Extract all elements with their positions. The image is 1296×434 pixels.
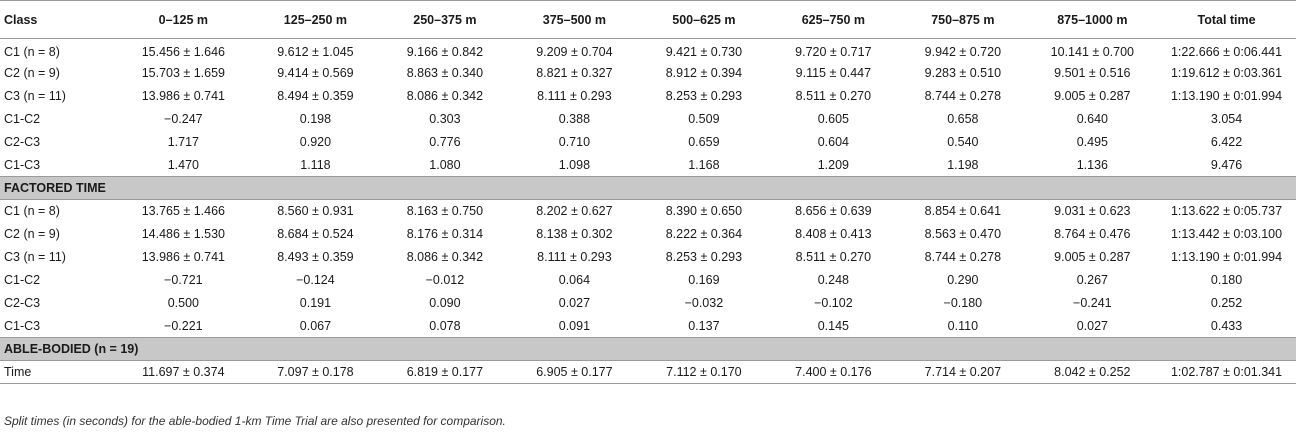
table-cell: 0.198 [299, 112, 332, 126]
table-header [0, 1, 1296, 39]
table-cell: 0.433 [1210, 318, 1243, 333]
table-cell: 9.612 ± 1.045 [277, 45, 354, 60]
table-cell: 8.563 ± 0.470 [924, 227, 1002, 241]
table-cell: 0.604 [817, 135, 849, 149]
table-cell: 0.191 [299, 296, 332, 310]
table-row [0, 269, 1296, 292]
header-375-500: 375–500 m [510, 1, 639, 39]
table-cell: 0.137 [688, 318, 720, 333]
table-caption: Split times (in seconds) for the able-bodied 1-km Time Trial are also presented for comparison. [4, 414, 506, 428]
table-cell: 1:02.787 ± 0:01.341 [1157, 361, 1296, 384]
table-cell: 0.303 [429, 112, 461, 126]
table-cell: 8.163 ± 0.750 [406, 204, 484, 219]
table-cell: 9.283 ± 0.510 [924, 66, 1002, 80]
row-label: C1-C3 [4, 318, 41, 333]
table-cell: 8.912 ± 0.394 [665, 66, 743, 80]
table-cell: 13.986 ± 0.741 [141, 250, 226, 264]
header-250-375: 250–375 m [380, 1, 509, 39]
table-cell: 9.414 ± 0.569 [277, 66, 354, 80]
table-cell: −0.221 [164, 318, 203, 333]
table-cell: 8.854 ± 0.641 [924, 204, 1002, 219]
table-cell: −0.124 [296, 273, 335, 287]
table-cell: 15.703 ± 1.659 [141, 66, 226, 80]
table-cell: 0.659 [688, 135, 720, 149]
table-row [0, 85, 1296, 108]
table-row [0, 315, 1296, 338]
table-cell: 13.986 ± 0.741 [141, 89, 226, 103]
row-label: C3 (n = 11) [4, 250, 66, 264]
table-cell: 0.388 [558, 112, 591, 126]
table-cell: 7.097 ± 0.178 [251, 361, 380, 384]
table-cell: 9.209 ± 0.704 [536, 45, 613, 60]
table-cell: 8.222 ± 0.364 [665, 227, 743, 241]
table-cell: 1.470 [167, 157, 199, 172]
table-cell: −0.032 [684, 296, 724, 310]
table-cell: 0.180 [1210, 273, 1243, 287]
table-cell: 9.421 ± 0.730 [665, 45, 743, 60]
table-cell: 1.080 [429, 157, 461, 172]
table-cell: 8.176 ± 0.314 [406, 227, 484, 241]
table-cell: 8.086 ± 0.342 [406, 89, 484, 103]
table-cell: −0.247 [164, 112, 203, 126]
table-cell: 8.511 ± 0.270 [795, 89, 872, 103]
table-cell: 8.042 ± 0.252 [1028, 361, 1157, 384]
section-able-bodied [0, 338, 1296, 361]
row-label: C1-C2 [4, 112, 41, 126]
table-cell: 1.118 [300, 157, 331, 172]
table-cell: 9.720 ± 0.717 [795, 45, 872, 60]
table-cell: 8.744 ± 0.278 [924, 250, 1002, 264]
table-cell: 0.027 [1076, 318, 1108, 333]
table-cell: 7.112 ± 0.170 [639, 361, 768, 384]
table-cell: 0.090 [429, 296, 461, 310]
row-label: C2 (n = 9) [4, 227, 60, 241]
table-cell: 8.253 ± 0.293 [665, 250, 743, 264]
row-label: C2 (n = 9) [4, 66, 60, 80]
row-label: Time [0, 361, 116, 384]
table-cell: 6.905 ± 0.177 [510, 361, 639, 384]
table-cell: 0.145 [817, 318, 849, 333]
table-row [0, 108, 1296, 131]
table-row [0, 361, 1296, 384]
table-row [0, 246, 1296, 269]
table-cell: −0.102 [814, 296, 853, 310]
table-row [0, 223, 1296, 246]
table-cell: 9.005 ± 0.287 [1054, 250, 1131, 264]
table-cell: 15.456 ± 1.646 [141, 45, 226, 60]
table-cell: 8.253 ± 0.293 [665, 89, 743, 103]
row-label: C1-C2 [4, 273, 41, 287]
table-cell: 0.169 [688, 273, 720, 287]
row-label: C1 (n = 8) [4, 45, 60, 60]
table-cell: 8.202 ± 0.627 [536, 204, 613, 219]
header-0-125: 0–125 m [116, 1, 251, 39]
table-cell: 1.717 [167, 135, 199, 149]
table-cell: 1.098 [558, 157, 591, 172]
table-cell: 8.511 ± 0.270 [795, 250, 872, 264]
table-row [0, 39, 1296, 62]
table-cell: 9.942 ± 0.720 [924, 45, 1002, 60]
table-cell: 3.054 [1210, 112, 1243, 126]
table-cell: 8.111 ± 0.293 [537, 250, 612, 264]
table-cell: 1:13.190 ± 0:01.994 [1170, 250, 1283, 264]
section-title: FACTORED TIME [0, 177, 1296, 200]
table-cell: 0.110 [947, 318, 979, 333]
table-body [0, 39, 1296, 384]
table-cell: 0.495 [1076, 135, 1108, 149]
table-cell: 9.031 ± 0.623 [1054, 204, 1131, 219]
table-cell: 0.776 [429, 135, 461, 149]
table-cell: 0.248 [817, 273, 849, 287]
table-cell: 9.115 ± 0.447 [795, 66, 872, 80]
table-cell: 1:19.612 ± 0:03.361 [1170, 66, 1283, 80]
table-cell: 0.540 [947, 135, 979, 149]
table-row [0, 200, 1296, 223]
table-cell: 0.290 [947, 273, 979, 287]
table-cell: 0.920 [299, 135, 332, 149]
row-label: C2-C3 [4, 296, 41, 310]
table-cell: 1:13.190 ± 0:01.994 [1170, 89, 1283, 103]
table-cell: 9.501 ± 0.516 [1054, 66, 1131, 80]
table-cell: 0.078 [429, 318, 461, 333]
table-row [0, 62, 1296, 85]
table-cell: 1:13.622 ± 0:05.737 [1170, 204, 1283, 219]
table-cell: 7.400 ± 0.176 [769, 361, 898, 384]
row-label: C2-C3 [4, 135, 41, 149]
table-cell: 9.005 ± 0.287 [1054, 89, 1131, 103]
table-cell: 9.476 [1210, 157, 1243, 172]
table-cell: 0.500 [167, 296, 199, 310]
header-total-time: Total time [1157, 1, 1296, 39]
header-125-250: 125–250 m [251, 1, 380, 39]
table-cell: 0.252 [1210, 296, 1243, 310]
table-cell: −0.012 [425, 273, 465, 287]
table-cell: 8.390 ± 0.650 [665, 204, 743, 219]
table-cell: 0.064 [558, 273, 591, 287]
table-cell: 13.765 ± 1.466 [141, 204, 226, 219]
table-cell: 8.494 ± 0.359 [277, 89, 354, 103]
table-cell: 0.027 [558, 296, 591, 310]
table-cell: −0.241 [1073, 296, 1112, 310]
table-cell: 0.710 [558, 135, 591, 149]
table-row [0, 292, 1296, 315]
table-cell: 9.166 ± 0.842 [406, 45, 484, 60]
table-cell: 8.111 ± 0.293 [537, 89, 612, 103]
table-row [0, 131, 1296, 154]
table-cell: 1:22.666 ± 0:06.441 [1170, 45, 1283, 60]
table-cell: 8.656 ± 0.639 [795, 204, 872, 219]
table-cell: 6.422 [1210, 135, 1243, 149]
table-cell: 0.509 [688, 112, 720, 126]
header-750-875: 750–875 m [898, 1, 1027, 39]
table-cell: 8.086 ± 0.342 [406, 250, 484, 264]
table-cell: 0.640 [1076, 112, 1108, 126]
table-cell: 6.819 ± 0.177 [380, 361, 509, 384]
table-cell: 0.605 [817, 112, 849, 126]
table-cell: 1:13.442 ± 0:03.100 [1170, 227, 1283, 241]
row-label: C1 (n = 8) [4, 204, 60, 219]
table-cell: 8.744 ± 0.278 [924, 89, 1002, 103]
table-cell: 8.764 ± 0.476 [1054, 227, 1131, 241]
table-cell: 8.138 ± 0.302 [536, 227, 613, 241]
section-title: ABLE-BODIED (n = 19) [0, 338, 1296, 361]
table-cell: 0.091 [558, 318, 591, 333]
table-cell: 14.486 ± 1.530 [141, 227, 226, 241]
table-cell: 1.168 [688, 157, 720, 172]
section-factored-time [0, 177, 1296, 200]
table-cell: 8.408 ± 0.413 [795, 227, 872, 241]
table-cell: 11.697 ± 0.374 [116, 361, 251, 384]
table-cell: 8.684 ± 0.524 [277, 227, 354, 241]
header-class: Class [0, 1, 116, 39]
table-cell: 0.267 [1076, 273, 1108, 287]
table-cell: 8.821 ± 0.327 [536, 66, 613, 80]
header-625-750: 625–750 m [769, 1, 898, 39]
table-cell: 10.141 ± 0.700 [1050, 45, 1134, 60]
table-cell: 0.658 [947, 112, 979, 126]
table-cell: 8.560 ± 0.931 [277, 204, 354, 219]
header-500-625: 500–625 m [639, 1, 768, 39]
table-cell: 8.863 ± 0.340 [406, 66, 484, 80]
table-cell: 7.714 ± 0.207 [898, 361, 1027, 384]
row-label: C3 (n = 11) [4, 89, 66, 103]
table-cell: 8.493 ± 0.359 [277, 250, 354, 264]
table-cell: 0.067 [299, 318, 332, 333]
table-row [0, 154, 1296, 177]
table-cell: 1.198 [947, 157, 979, 172]
table-cell: 1.209 [817, 157, 849, 172]
header-875-1000: 875–1000 m [1028, 1, 1157, 39]
row-label: C1-C3 [4, 157, 41, 172]
table-cell: −0.180 [943, 296, 983, 310]
table-cell: −0.721 [164, 273, 203, 287]
table-cell: 1.136 [1076, 157, 1108, 172]
